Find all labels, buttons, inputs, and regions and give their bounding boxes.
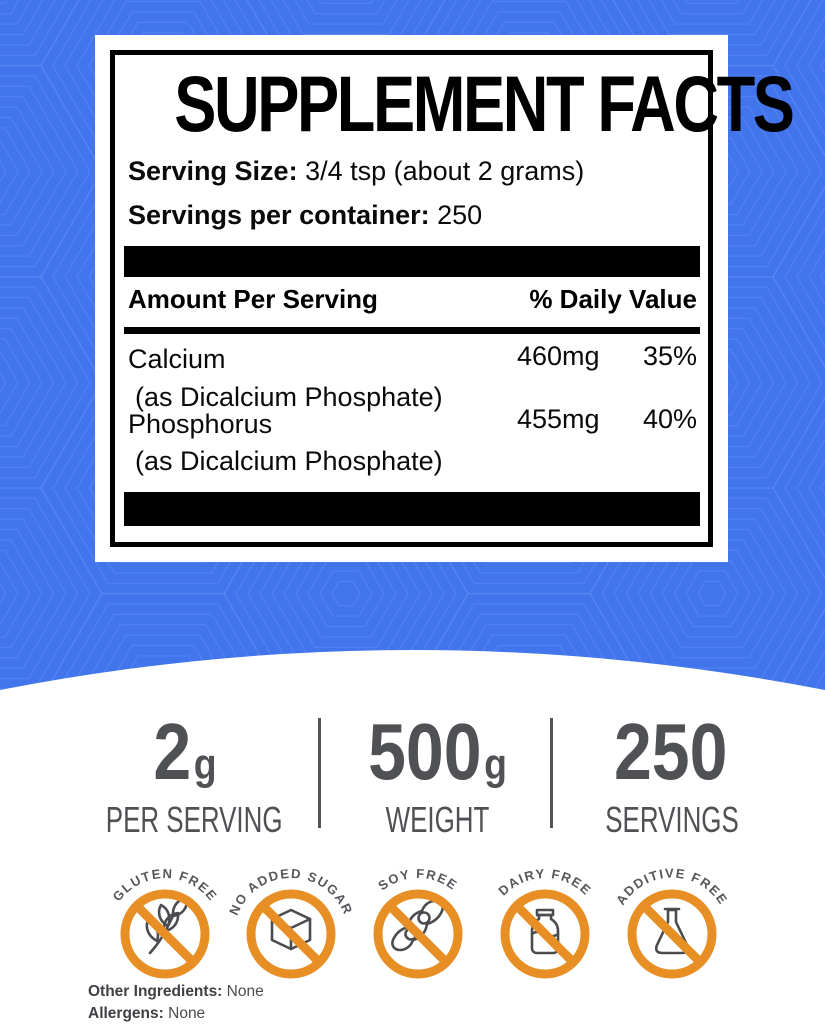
stat-value bbox=[92, 707, 279, 796]
nutrient-source: (as Dicalcium Phosphate) bbox=[135, 382, 443, 412]
stat-label: PER SERVING bbox=[105, 799, 283, 840]
nutrient-daily-value: 35% bbox=[642, 341, 697, 371]
servings-label: Servings per container: bbox=[128, 200, 430, 230]
serving-size-line bbox=[128, 156, 584, 187]
servings-per-container-line bbox=[128, 200, 482, 231]
nutrient-daily-value: 40% bbox=[642, 404, 697, 434]
badge-no-added-sugar bbox=[226, 855, 356, 981]
nutrient-name: Calcium bbox=[128, 344, 226, 374]
serving-size-label: Serving Size: bbox=[128, 156, 298, 186]
stat-label: SERVINGS bbox=[605, 799, 739, 840]
nutrient-source: (as Dicalcium Phosphate) bbox=[135, 446, 443, 476]
badge-label: ADDITIVE FREE bbox=[612, 865, 732, 908]
stat-unit: g bbox=[193, 740, 217, 789]
stat-weight bbox=[325, 707, 550, 840]
nutrient-name: Phosphorus bbox=[128, 409, 273, 439]
nutrient-amount: 455mg bbox=[517, 404, 600, 434]
stat-divider bbox=[550, 718, 553, 828]
badge-gluten-free bbox=[100, 855, 230, 981]
separator-bar-bottom bbox=[124, 492, 700, 526]
badge-label: DAIRY FREE bbox=[495, 865, 595, 899]
footnote-allergens bbox=[88, 1005, 205, 1023]
badge-dairy-free bbox=[480, 855, 610, 981]
stat-divider bbox=[318, 718, 321, 828]
facts-title: SUPPLEMENT FACTS bbox=[174, 59, 793, 148]
stat-per-serving bbox=[75, 707, 295, 840]
nutrient-amount: 460mg bbox=[517, 341, 600, 371]
servings-value: 250 bbox=[437, 200, 483, 230]
daily-value-header: % Daily Value bbox=[529, 284, 697, 314]
separator-bar-top bbox=[124, 246, 700, 277]
stat-value bbox=[579, 707, 766, 796]
badge-label: SOY FREE bbox=[375, 865, 461, 894]
soy-bean-icon bbox=[392, 901, 442, 950]
supplement-facts-panel bbox=[95, 35, 793, 562]
badge-label: GLUTEN FREE bbox=[109, 865, 221, 905]
facts-border-box bbox=[110, 50, 793, 547]
footnote-label: Allergens: bbox=[88, 1005, 164, 1022]
stat-servings bbox=[562, 707, 782, 840]
stat-unit: g bbox=[484, 740, 507, 789]
serving-size-value: 3/4 tsp (about 2 grams) bbox=[305, 156, 585, 186]
footnote-value: None bbox=[226, 983, 264, 1000]
stat-value bbox=[342, 707, 533, 796]
stat-number: 250 bbox=[613, 707, 728, 796]
footnote-value: None bbox=[168, 1005, 206, 1022]
curve-divider bbox=[0, 640, 825, 706]
stat-number: 500 bbox=[368, 707, 482, 796]
header-rule bbox=[124, 327, 700, 334]
badge-additive-free bbox=[607, 855, 737, 981]
footnote-other-ingredients bbox=[88, 983, 264, 1001]
stat-label: WEIGHT bbox=[385, 799, 490, 840]
prohibition-slash bbox=[137, 906, 194, 963]
badge-label: NO ADDED SUGAR bbox=[226, 865, 356, 918]
amount-per-serving-header: Amount Per Serving bbox=[128, 284, 378, 314]
stat-number: 2 bbox=[153, 707, 192, 796]
badge-soy-free bbox=[353, 855, 483, 981]
footnote-label: Other Ingredients: bbox=[88, 983, 223, 1000]
